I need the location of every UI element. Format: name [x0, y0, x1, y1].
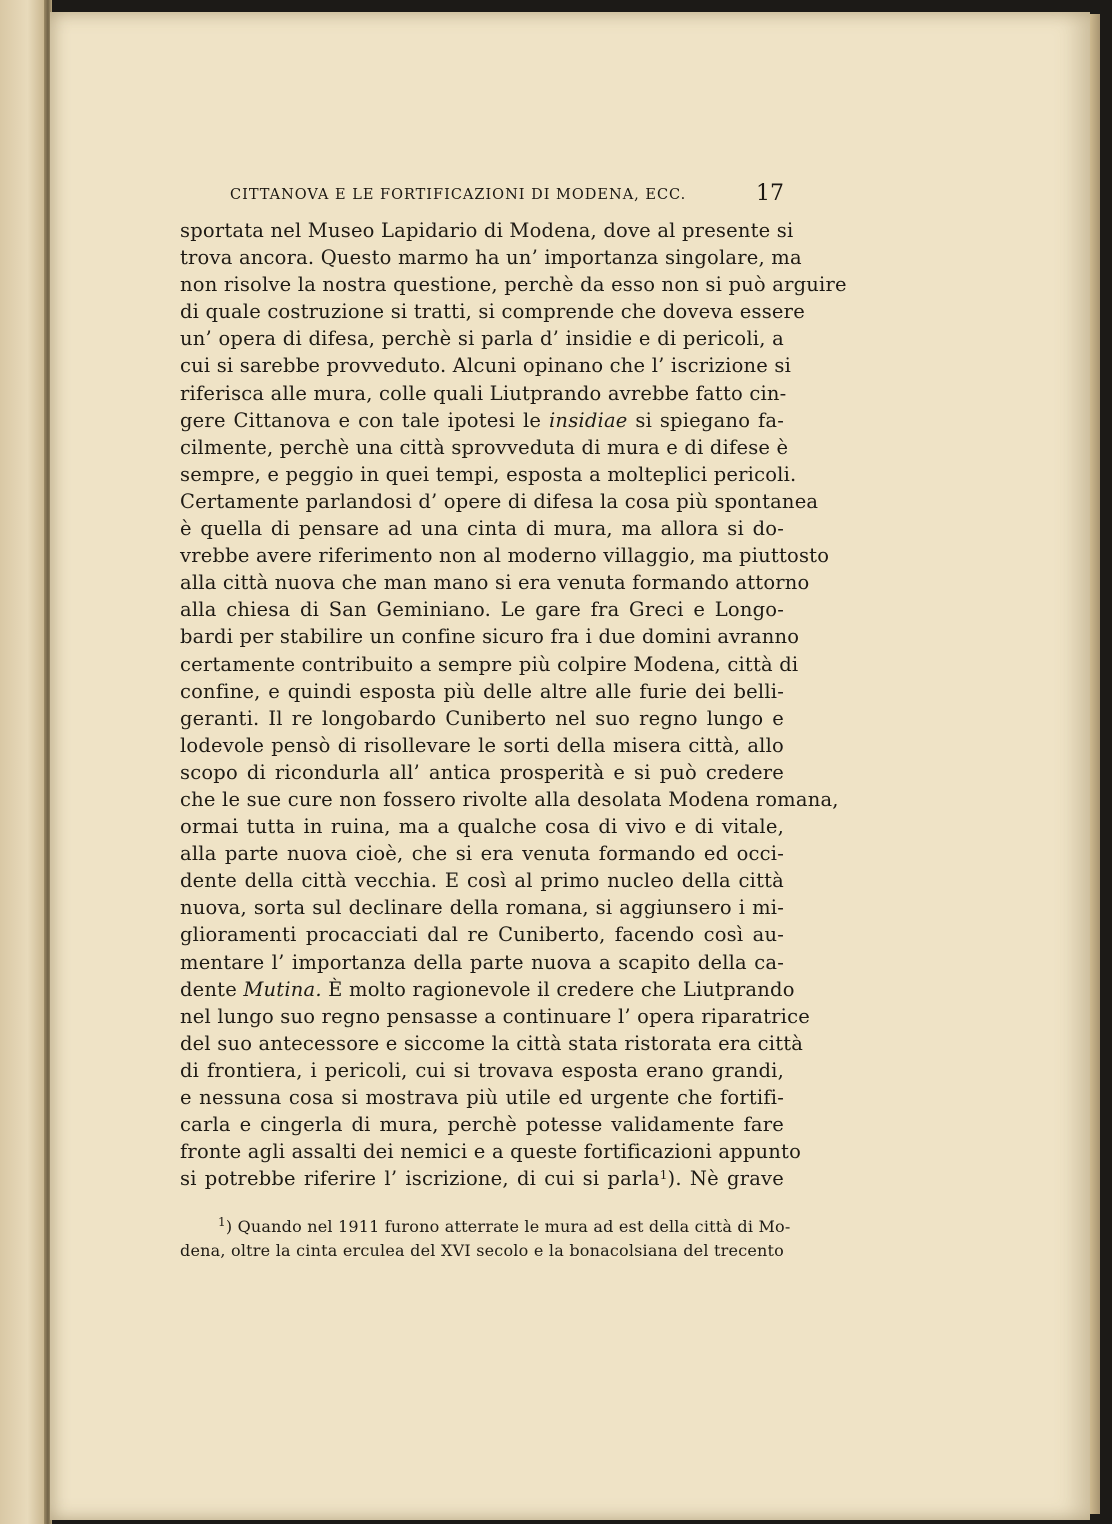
text-line: trova ancora. Questo marmo ha un’ importanza singolare, ma	[180, 246, 802, 270]
text-line	[180, 407, 784, 434]
text-line: riferisca alle mura, colle quali Liutprando avrebbe fatto cin-	[180, 381, 787, 405]
italic-term: Mutina.	[243, 977, 322, 1001]
text-line: vrebbe avere riferimento non al moderno villaggio, ma piuttosto	[180, 544, 830, 568]
text-segment: ). Nè grave	[667, 1167, 784, 1191]
running-header	[230, 181, 792, 211]
footnote	[180, 1215, 791, 1263]
footnote-reference: 1	[659, 1168, 668, 1183]
text-line: non risolve la nostra questione, perchè da esso non si può arguire	[180, 273, 847, 297]
text-line: un’ opera di difesa, perchè si parla d’ insidie e di pericoli, a	[180, 327, 784, 351]
text-line: dente della città vecchia. E così al primo nucleo della città	[180, 869, 784, 893]
text-line: ormai tutta in ruina, ma a qualche cosa di vivo e di vitale,	[180, 815, 784, 839]
text-line: alla chiesa di San Geminiano. Le gare fra Greci e Longo-	[180, 598, 784, 622]
text-line: Certamente parlandosi d’ opere di difesa la cosa più spontanea	[180, 489, 819, 513]
footnote-marker: 1	[218, 1215, 226, 1229]
text-line: alla città nuova che man mano si era venuta formando attorno	[180, 571, 810, 595]
text-line: certamente contribuito a sempre più colpire Modena, città di	[180, 652, 799, 676]
text-line: lodevole pensò di risollevare le sorti della misera città, allo	[180, 733, 784, 757]
text-line	[180, 976, 795, 1003]
running-title: CITTANOVA E LE FORTIFICAZIONI DI MODENA, ECC.	[230, 187, 687, 203]
text-line: geranti. Il re longobardo Cuniberto nel suo regno lungo e	[180, 706, 784, 730]
text-line: mentare l’ importanza della parte nuova a scapito della ca-	[180, 950, 784, 974]
footnote-line	[180, 1215, 791, 1239]
text-segment: si spiegano fa-	[635, 408, 784, 432]
text-line: sempre, e peggio in quei tempi, esposta a molteplici pericoli.	[180, 462, 797, 486]
text-line: di quale costruzione si tratti, si comprende che doveva essere	[180, 300, 805, 324]
text-line: che le sue cure non fossero rivolte alla desolata Modena romana,	[180, 787, 839, 811]
text-segment: È molto ragionevole il credere che Liutprando	[328, 977, 795, 1001]
text-line: fronte agli assalti dei nemici e a queste fortificazioni appunto	[180, 1140, 802, 1164]
text-line: nuova, sorta sul declinare della romana, si aggiunsero i mi-	[180, 896, 784, 920]
text-segment: gere Cittanova e con tale ipotesi le	[180, 408, 542, 432]
text-line: alla parte nuova cioè, che si era venuta formando ed occi-	[180, 842, 784, 866]
text-line: del suo antecessore e siccome la città stata ristorata era città	[180, 1031, 804, 1055]
text-line: bardi per stabilire un confine sicuro fra i due domini avranno	[180, 625, 800, 649]
text-line: è quella di pensare ad una cinta di mura, ma allora si do-	[180, 517, 784, 541]
body-text	[180, 217, 847, 1192]
footnote-line: dena, oltre la cinta erculea del XVI secolo e la bonacolsiana del trecento	[180, 1241, 784, 1260]
italic-term: insidiae	[549, 408, 628, 432]
text-line: di frontiera, i pericoli, cui si trovava esposta erano grandi,	[180, 1058, 784, 1082]
text-segment: ) Quando nel 1911 furono atterrate le mura ad est della città di Mo-	[225, 1217, 791, 1236]
text-line: confine, e quindi esposta più delle altre alle furie dei belli-	[180, 679, 784, 703]
text-line	[180, 1165, 784, 1192]
text-segment: si potrebbe riferire l’ iscrizione, di cui si parla	[180, 1167, 660, 1191]
text-line: e nessuna cosa si mostrava più utile ed urgente che fortifi-	[180, 1086, 784, 1109]
text-line: glioramenti procacciati dal re Cuniberto, facendo così au-	[180, 923, 784, 947]
text-line: carla e cingerla di mura, perchè potesse validamente fare	[180, 1113, 784, 1137]
text-line: cui si sarebbe provveduto. Alcuni opinano che l’ iscrizione si	[180, 354, 792, 378]
text-line: nel lungo suo regno pensasse a continuare l’ opera riparatrice	[180, 1004, 810, 1028]
left-page-edge	[0, 0, 46, 1524]
text-line: sportata nel Museo Lapidario di Modena, dove al presente si	[180, 219, 794, 242]
text-line: scopo di ricondurla all’ antica prosperità e si può credere	[180, 760, 784, 784]
page-fore-edge	[1090, 14, 1100, 1514]
text-segment: dente	[180, 977, 237, 1001]
text-line: cilmente, perchè una città sprovveduta di mura e di difese è	[180, 435, 789, 459]
page-number: 17	[756, 181, 784, 206]
